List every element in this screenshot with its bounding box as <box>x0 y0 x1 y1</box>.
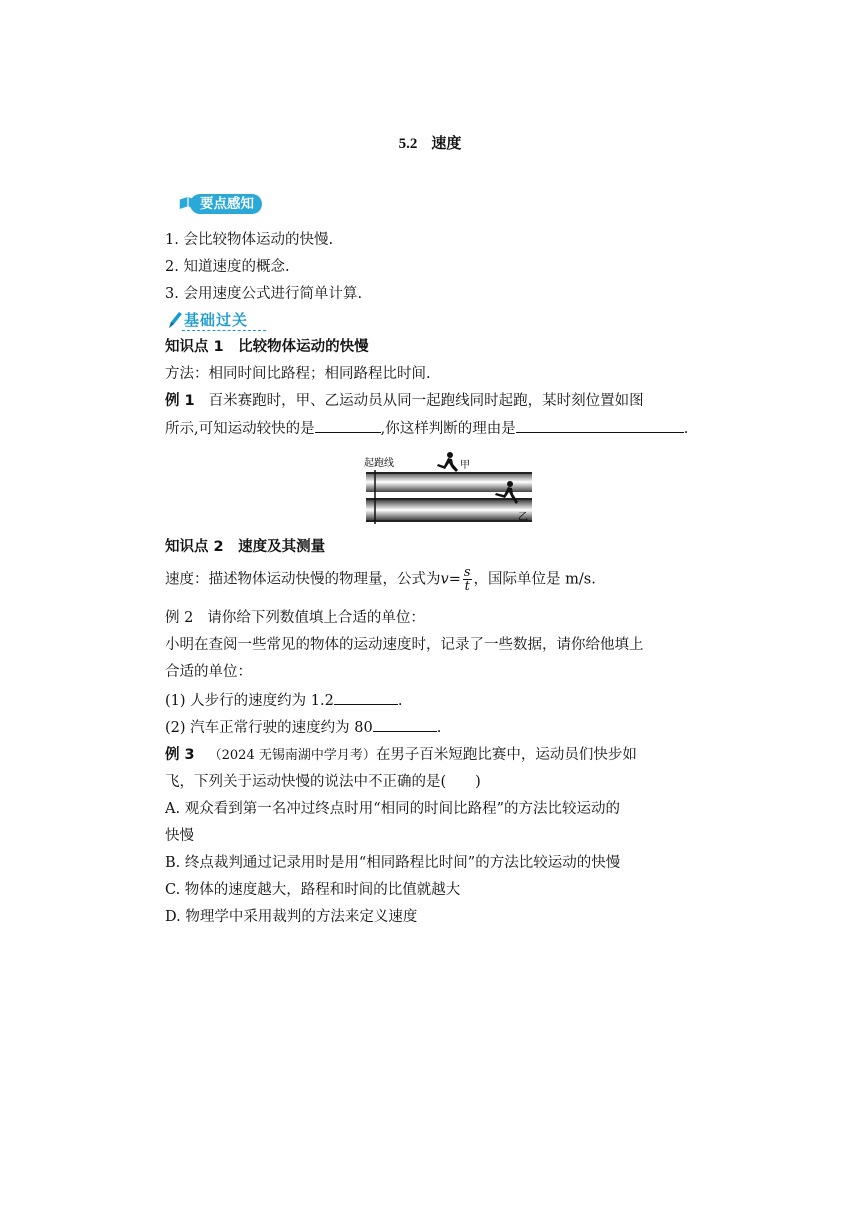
goal-2: 2. 知道速度的概念. <box>165 259 290 275</box>
ex3-option-a-2: 快慢 <box>165 828 194 844</box>
kp2-def-b: ，国际单位是 m/s. <box>473 571 596 588</box>
key-points-label: 要点感知 <box>190 194 262 214</box>
formula-fraction <box>463 566 472 593</box>
basics-underline <box>182 330 266 331</box>
runner-b-label: 乙 <box>518 512 528 523</box>
ex2-item2-end: . <box>436 720 442 736</box>
ex2-blank-2[interactable] <box>373 717 437 732</box>
kp2-heading: 知识点 2 速度及其测量 <box>165 539 326 555</box>
formula-eq: = <box>448 571 461 588</box>
ex1-text1: 百米赛跑时，甲、乙运动员从同一起跑线同时起跑，某时刻位置如图 <box>208 393 644 409</box>
formula-denominator: t <box>464 579 470 594</box>
lane-lower <box>366 500 532 520</box>
runner-a-label: 甲 <box>460 460 470 471</box>
ex2-line2: 小明在查阅一些常见的物体的运动速度时，记录了一些数据，请你给他填上 <box>165 637 644 653</box>
ex2-item2-text: (2) 汽车正常行驶的速度约为 80 <box>165 720 373 736</box>
ex2-item1-text: (1) 人步行的速度约为 1.2 <box>165 693 334 709</box>
ex2-line3: 合适的单位： <box>165 664 252 680</box>
basics-label: 基础过关 <box>184 311 249 329</box>
page-title <box>0 132 860 153</box>
ex3-text1: 在男子百米短跑比赛中，运动员们快步如 <box>375 747 637 763</box>
ex3-line2: 飞，下列关于运动快慢的说法中不正确的是( ) <box>165 774 481 790</box>
formula-numerator: s <box>463 565 471 580</box>
pencil-icon <box>166 310 184 330</box>
goal-1: 1. 会比较物体运动的快慢. <box>165 232 334 248</box>
goal-3: 3. 会用速度公式进行简单计算. <box>165 286 363 302</box>
kp2-def-a: 速度：描述物体运动快慢的物理量，公式为 <box>165 571 441 588</box>
ex2-item1-end: . <box>397 693 403 709</box>
ex2-line1 <box>165 608 425 628</box>
ex3-option-c: C. 物体的速度越大，路程和时间的比值就越大 <box>165 882 461 898</box>
ex2-item1 <box>165 690 402 711</box>
ex1-text2a: 所示,可知运动较快的是 <box>165 421 315 437</box>
ex3-option-a-1: A. 观众看到第一名冲过终点时用“相同的时间比路程”的方法比较运动的 <box>165 801 621 817</box>
section-number: 5.2 <box>398 136 418 152</box>
ex2-blank-1[interactable] <box>334 690 398 705</box>
start-line-label: 起跑线 <box>364 458 394 469</box>
ex1-line1 <box>165 391 644 411</box>
formula-v: v <box>440 571 449 588</box>
ex3-label: 例 3 <box>165 747 195 763</box>
section-title: 速度 <box>431 134 462 152</box>
ex2-item2 <box>165 717 441 738</box>
ex3-line1 <box>165 745 637 766</box>
ex3-option-b: B. 终点裁判通过记录用时是用“相同路程比时间”的方法比较运动的快慢 <box>165 855 621 871</box>
ex1-blank-2[interactable] <box>516 418 684 433</box>
ex2-label: 例 2 <box>165 610 194 626</box>
ex2-text1: 请你给下列数值填上合适的单位： <box>207 610 425 626</box>
kp1-heading: 知识点 1 比较物体运动的快慢 <box>165 339 369 355</box>
ex1-blank-1[interactable] <box>315 418 381 433</box>
kp1-method: 方法：相同时间比路程；相同路程比时间. <box>165 366 431 382</box>
ex3-option-d: D. 物理学中采用裁判的方法来定义速度 <box>165 909 418 925</box>
ex3-source: （2024 无锡南湖中学月考） <box>208 748 376 763</box>
ex1-text2b: ,你这样判断的理由是 <box>380 421 516 437</box>
runner-a-icon <box>437 452 458 472</box>
race-figure <box>360 450 532 528</box>
ex1-line2 <box>165 418 688 439</box>
kp2-definition <box>165 566 596 593</box>
ex1-text2c: . <box>683 421 689 437</box>
ex1-label: 例 1 <box>165 393 195 409</box>
